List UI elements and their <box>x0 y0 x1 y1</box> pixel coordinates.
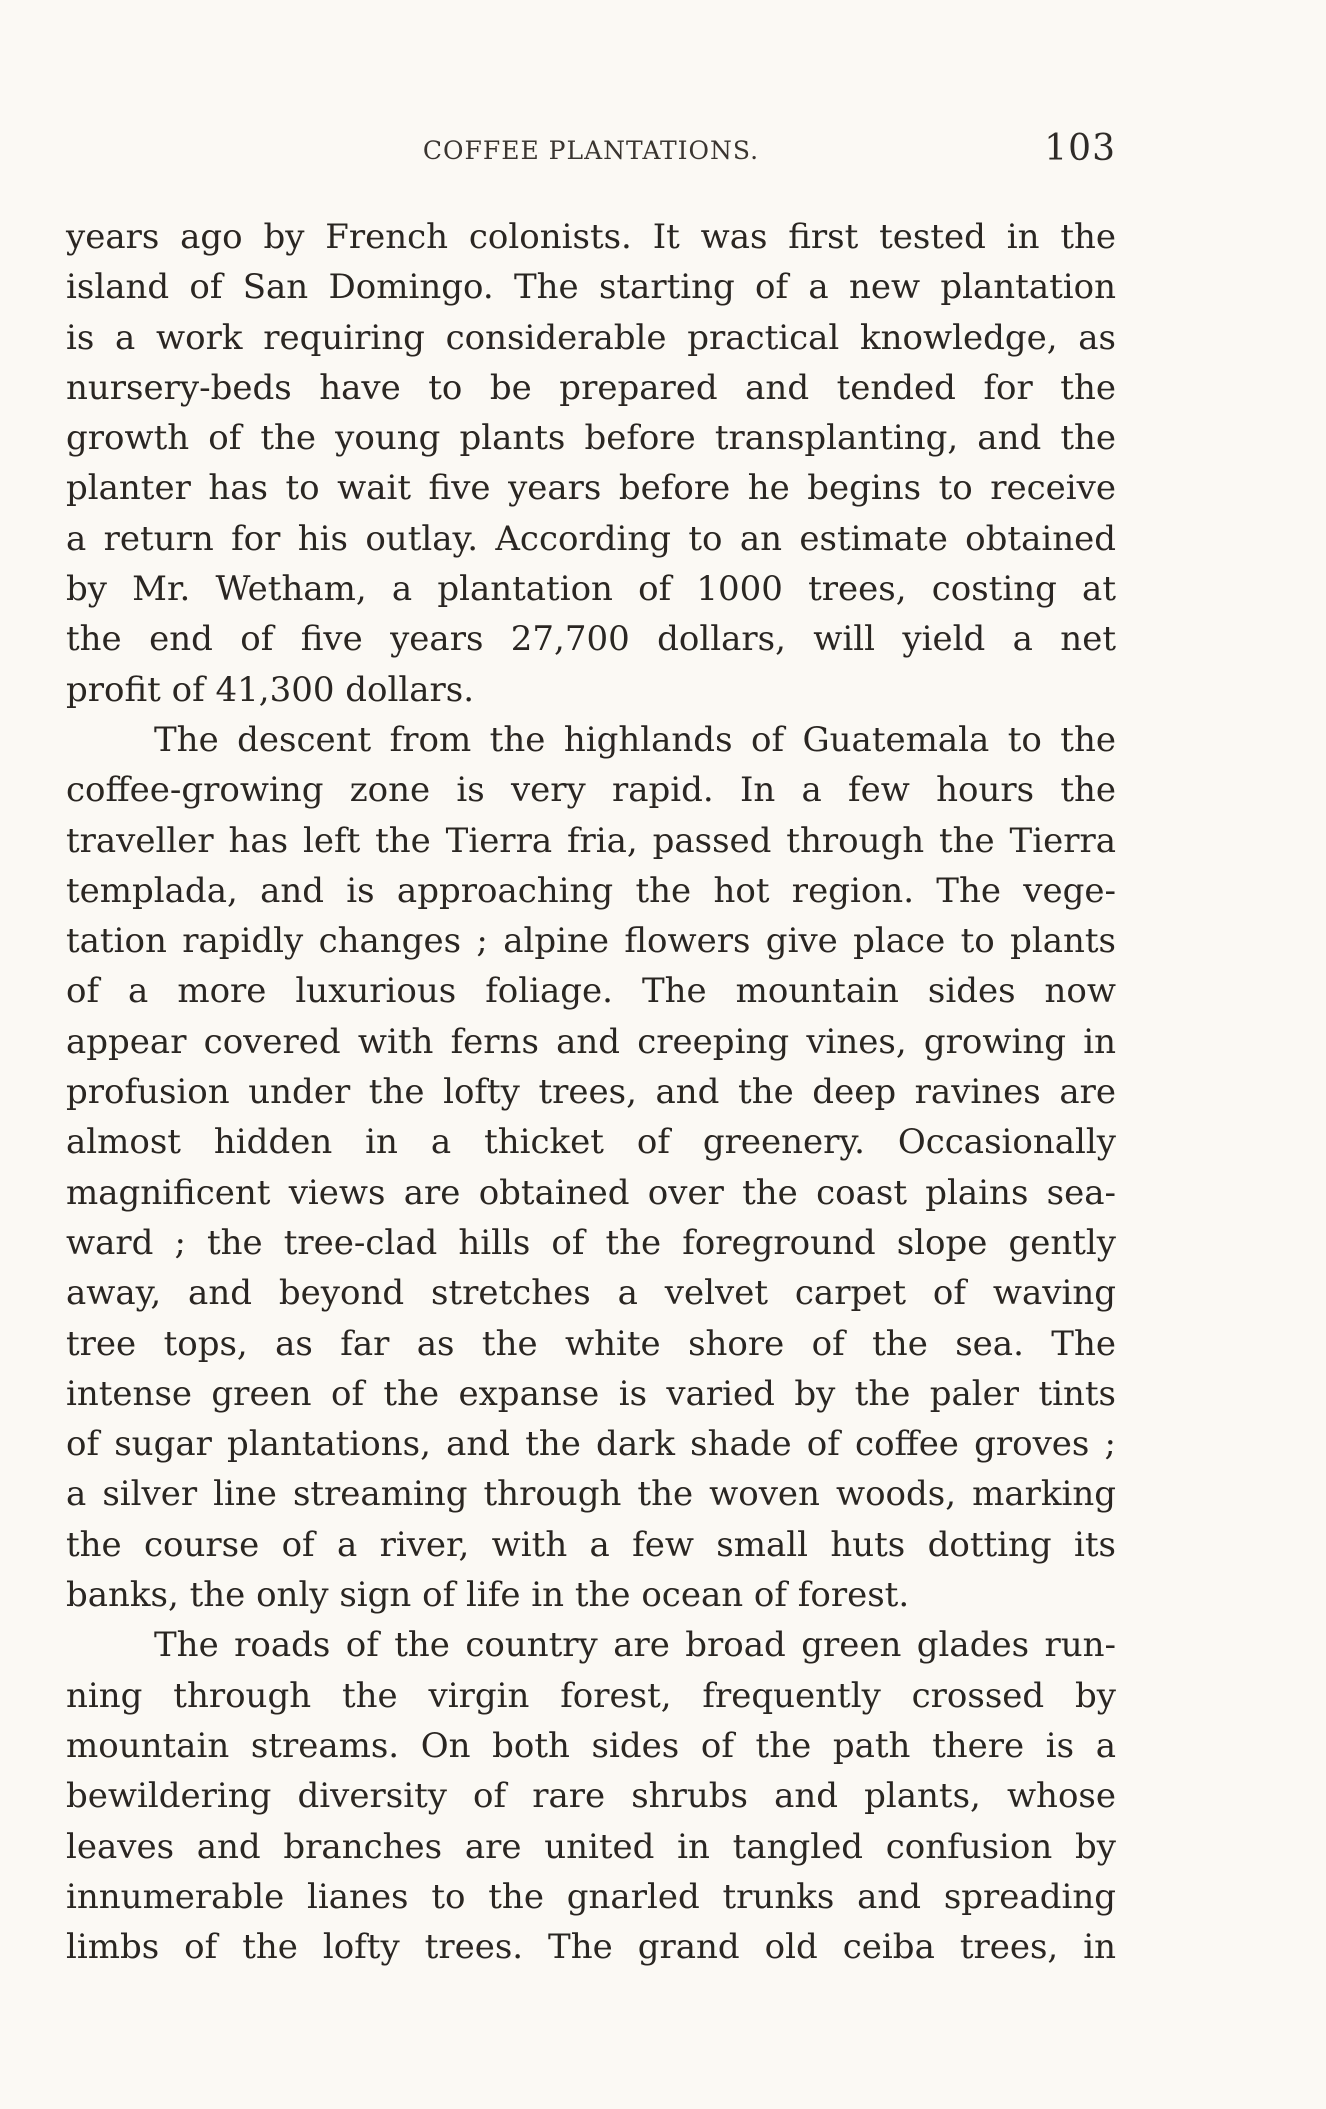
text-line: tation rapidly changes ; alpine flowers give place to plants <box>66 921 1116 962</box>
text-line: is a work requiring considerable practical knowledge, as <box>66 317 1116 358</box>
page-number: 103 <box>1044 128 1116 169</box>
text-line: appear covered with ferns and creeping vines, growing in <box>66 1021 1116 1062</box>
text-line: bewildering diversity of rare shrubs and plants, whose <box>66 1776 1116 1817</box>
text-line: ning through the virgin forest, frequently crossed by <box>66 1675 1116 1716</box>
text-line: templada, and is approaching the hot region. The vege- <box>66 870 1116 911</box>
paragraph-start-line: The roads of the country are broad green glades run- <box>154 1625 1116 1666</box>
text-line: growth of the young plants before transplanting, and the <box>66 418 1116 459</box>
body-text <box>66 212 1116 1972</box>
text-line: away, and beyond stretches a velvet carpet of waving <box>66 1273 1116 1314</box>
text-line: leaves and branches are united in tangled confusion by <box>66 1826 1116 1867</box>
text-line: profusion under the lofty trees, and the deep ravines are <box>66 1072 1116 1113</box>
text-line: banks, the only sign of life in the ocean of forest. <box>66 1575 910 1616</box>
text-line: mountain streams. On both sides of the path there is a <box>66 1725 1116 1766</box>
text-line: a return for his outlay. According to an estimate obtained <box>66 518 1116 559</box>
paragraph-start-line: The descent from the highlands of Guatemala to the <box>154 719 1116 760</box>
text-line: nursery-beds have to be prepared and tended for the <box>66 367 1116 408</box>
text-line: magnificent views are obtained over the coast plains sea- <box>66 1172 1116 1213</box>
text-line: planter has to wait five years before he begins to receive <box>66 468 1116 509</box>
text-line: the end of five years 27,700 dollars, will yield a net <box>66 619 1116 660</box>
text-line: of a more luxurious foliage. The mountain sides now <box>66 971 1116 1012</box>
page-header <box>66 128 1116 172</box>
text-line: limbs of the lofty trees. The grand old ceiba trees, in <box>66 1927 1116 1968</box>
text-line: island of San Domingo. The starting of a new plantation <box>66 267 1116 308</box>
text-line: innumerable lianes to the gnarled trunks and spreading <box>66 1876 1116 1917</box>
text-line: almost hidden in a thicket of greenery. Occasionally <box>66 1122 1116 1163</box>
text-line: profit of 41,300 dollars. <box>66 669 475 710</box>
text-line: a silver line streaming through the woven woods, marking <box>66 1474 1116 1515</box>
text-line: of sugar plantations, and the dark shade of coffee groves ; <box>66 1424 1116 1465</box>
text-line: coffee-growing zone is very rapid. In a few hours the <box>66 770 1116 811</box>
text-line: the course of a river, with a few small huts dotting its <box>66 1524 1116 1565</box>
text-line: years ago by French colonists. It was first tested in the <box>66 217 1116 257</box>
text-line: tree tops, as far as the white shore of the sea. The <box>66 1323 1116 1364</box>
running-head: COFFEE PLANTATIONS. <box>422 136 760 165</box>
text-line: traveller has left the Tierra fria, passed through the Tierra <box>66 820 1116 861</box>
text-line: ward ; the tree-clad hills of the foreground slope gently <box>66 1222 1116 1263</box>
text-line: intense green of the expanse is varied by the paler tints <box>66 1373 1116 1414</box>
text-line: by Mr. Wetham, a plantation of 1000 trees, costing at <box>66 569 1116 610</box>
